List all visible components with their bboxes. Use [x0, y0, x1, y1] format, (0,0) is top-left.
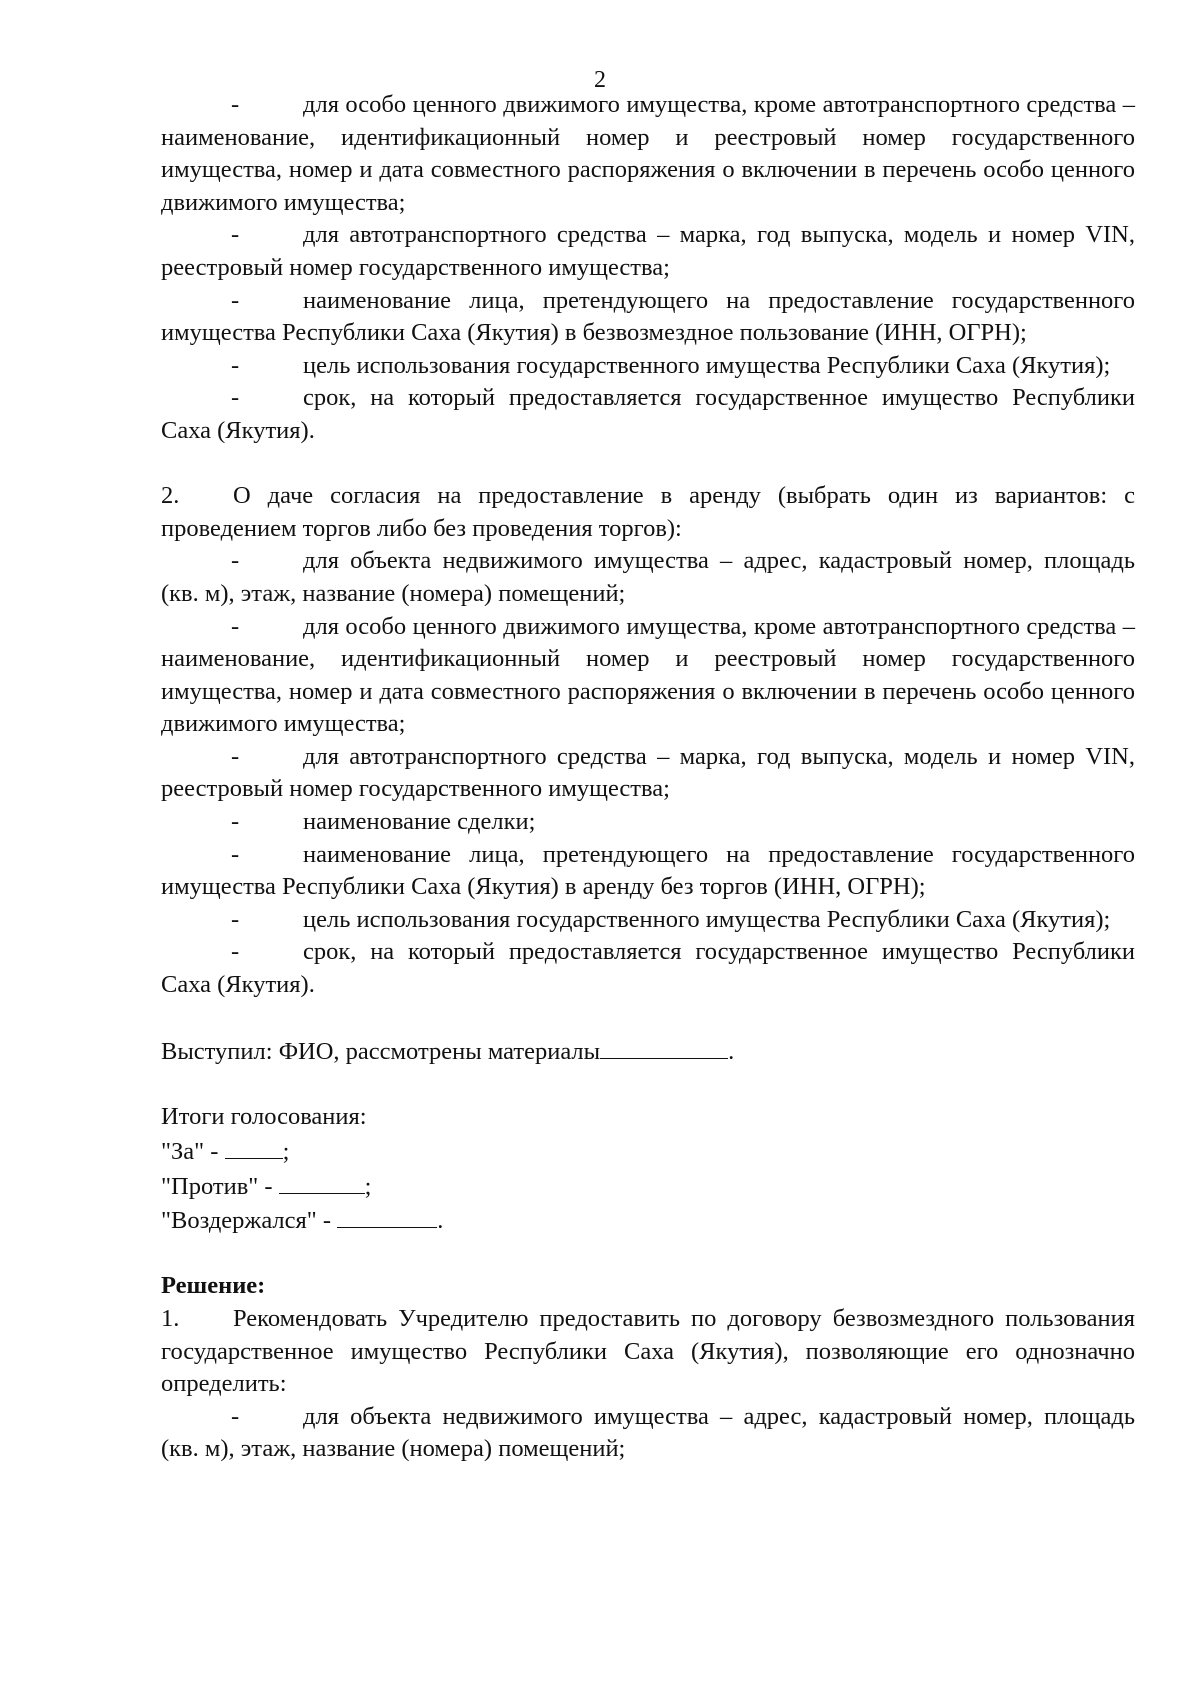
list-item: - цель использования государственного имущества Республики Саха (Якутия);: [161, 350, 1135, 383]
fill-in-blank[interactable]: [600, 1034, 728, 1059]
vote-for-blank[interactable]: [225, 1134, 283, 1159]
vote-abstain-line: "Воздержался" - .: [161, 1203, 1135, 1238]
list-item: - для автотранспортного средства – марка, год выпуска, модель и номер VIN, реестровый номер государственного имущества;: [161, 742, 1135, 803]
list-item: - наименование сделки;: [161, 806, 1135, 839]
vote-against-line: "Против" - ;: [161, 1169, 1135, 1204]
vote-against-blank[interactable]: [279, 1169, 365, 1194]
list-item: - наименование лица, претендующего на предоставление государственного имущества Республики Саха (Якутия) в аренду без торгов (ИНН, ОГРН);: [161, 840, 1135, 901]
list-item: - для автотранспортного средства – марка, год выпуска, модель и номер VIN, реестровый номер государственного имущества;: [161, 221, 1135, 281]
list-dash: -: [231, 840, 240, 868]
numbered-paragraph: 2. О даче согласия на предоставление в аренду (выбрать один из вариантов: с проведением торгов либо без проведения торгов):: [161, 482, 1135, 542]
list-dash: -: [231, 91, 240, 118]
paragraph-number: 2.: [161, 482, 180, 510]
page-number: 2: [594, 67, 606, 93]
list-dash: -: [231, 286, 240, 314]
list-item: - цель использования государственного имущества Республики Саха (Якутия);: [161, 904, 1135, 937]
list-item: - срок, на который предоставляется государственное имущество Республики Саха (Якутия).: [161, 938, 1135, 999]
voting-title: Итоги голосования:: [161, 1103, 367, 1131]
list-dash: -: [231, 938, 240, 966]
spacer: [161, 1069, 1135, 1102]
list-dash: -: [231, 351, 240, 379]
list-dash: -: [231, 547, 240, 575]
vote-abstain-blank[interactable]: [337, 1203, 437, 1228]
list-item: - для объекта недвижимого имущества – адрес, кадастровый номер, площадь (кв. м), этаж, название (номера) помещений;: [161, 547, 1135, 607]
vote-for-line: "За" - ;: [161, 1134, 1135, 1169]
numbered-paragraph: 1. Рекомендовать Учредителю предоставить по договору безвозмездного пользования государственное имущество Республики Саха (Якутия), позволяющие его однозначно определить:: [161, 1304, 1135, 1398]
decision-heading: Решение:: [161, 1272, 266, 1300]
list-dash: -: [231, 1402, 240, 1430]
list-item: - для особо ценного движимого имущества, кроме автотранспортного средства – наименование, идентификационный номер и реестровый номер государственного имущества, номер и дата совместного распоряжения о включении в перечень особо ценного движимого имущества;: [161, 91, 1135, 216]
list-dash: -: [231, 612, 240, 640]
spacer: [161, 1238, 1135, 1271]
speaker-line: Выступил: ФИО, рассмотрены материалы .: [161, 1034, 1135, 1069]
document-body: [161, 89, 1135, 1466]
list-dash: -: [231, 905, 240, 933]
list-item: - для особо ценного движимого имущества, кроме автотранспортного средства – наименование, идентификационный номер и реестровый номер государственного имущества, номер и дата совместного распоряжения о включении в перечень особо ценного движимого имущества;: [161, 612, 1135, 738]
list-dash: -: [231, 808, 240, 836]
paragraph-number: 1.: [161, 1304, 180, 1332]
list-dash: -: [231, 221, 240, 249]
list-dash: -: [231, 384, 240, 412]
list-dash: -: [231, 742, 240, 770]
spacer: [161, 1002, 1135, 1035]
spacer: [161, 448, 1135, 481]
list-item: - наименование лица, претендующего на предоставление государственного имущества Республики Саха (Якутия) в безвозмездное пользование (ИНН, ОГРН);: [161, 286, 1135, 347]
list-item: - для объекта недвижимого имущества – адрес, кадастровый номер, площадь (кв. м), этаж, название (номера) помещений;: [161, 1402, 1135, 1463]
list-item: - срок, на который предоставляется государственное имущество Республики Саха (Якутия).: [161, 384, 1135, 444]
